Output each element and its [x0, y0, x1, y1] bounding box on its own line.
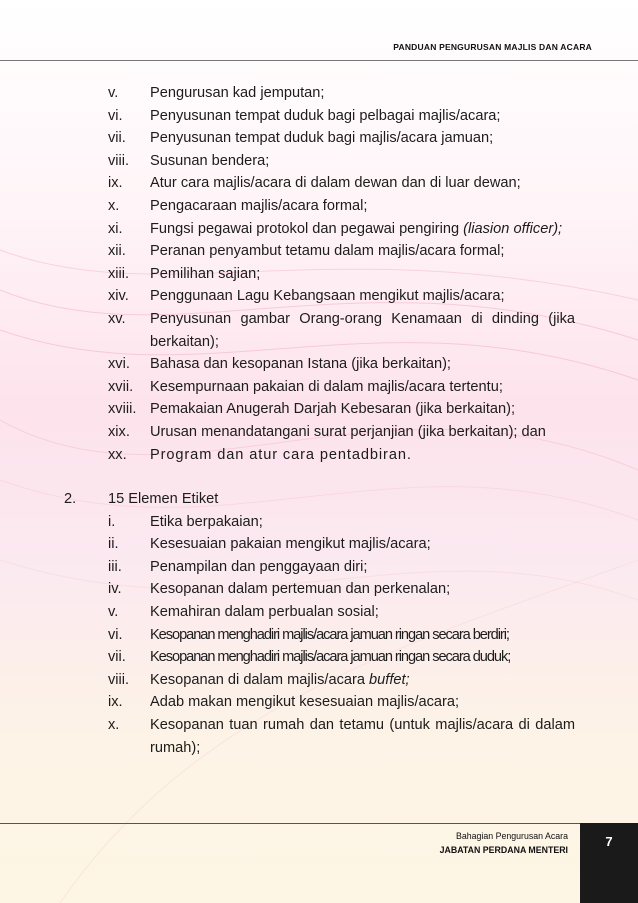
- item-number: xii.: [108, 243, 126, 260]
- item-text: Program dan atur cara pentadbiran.: [150, 446, 412, 463]
- list-item: [0, 105, 638, 128]
- list-item: [0, 150, 638, 173]
- item-text: Kesopanan tuan rumah dan tetamu (untuk majlis/acara di dalam rumah);: [150, 717, 575, 756]
- item-text: Penggunaan Lagu Kebangsaan mengikut majlis/acara;: [150, 288, 505, 305]
- item-text: Kesopanan dalam pertemuan dan perkenalan;: [150, 581, 451, 598]
- item-number: iv.: [108, 581, 122, 598]
- item-text: Adab makan mengikut kesesuaian majlis/acara;: [150, 694, 460, 711]
- list-item: [0, 285, 638, 308]
- footer-department: Bahagian Pengurusan Acara: [455, 831, 568, 841]
- footer-organization: JABATAN PERDANA MENTERI: [439, 845, 568, 855]
- item-number: v.: [108, 85, 119, 101]
- item-text: Peranan penyambut tetamu dalam majlis/acara formal;: [150, 243, 505, 260]
- item-text: Penyusunan gambar Orang-orang Kenamaan di dinding (jika berkaitan);: [150, 310, 575, 350]
- list-item: [0, 533, 638, 556]
- list-item: [0, 308, 638, 353]
- item-text-italic: buffet;: [369, 671, 410, 688]
- item-text: Penampilan dan penggayaan diri;: [150, 558, 368, 575]
- item-number: x.: [108, 717, 120, 734]
- list-item: [0, 398, 638, 421]
- item-text: Bahasa dan kesopanan Istana (jika berkaitan);: [150, 356, 451, 373]
- list-item: [0, 444, 638, 467]
- item-number: ix.: [108, 694, 123, 711]
- list-a: [0, 82, 638, 466]
- list-item: [0, 421, 638, 444]
- list-item: [0, 376, 638, 399]
- item-text-main: Kesopanan di dalam majlis/acara: [150, 671, 370, 688]
- item-text: Atur cara majlis/acara di dalam dewan dan di luar dewan;: [150, 175, 521, 192]
- item-number: vii.: [108, 649, 126, 666]
- list-item: [0, 578, 638, 601]
- list-item: [0, 263, 638, 286]
- item-number: ii.: [108, 536, 119, 553]
- item-number: xiii.: [108, 265, 130, 282]
- item-number: ix.: [108, 175, 123, 192]
- item-text: Urusan menandatangani surat perjanjian (jika berkaitan); dan: [150, 423, 546, 440]
- list-item: [0, 511, 638, 534]
- header-divider: [0, 60, 638, 61]
- item-number: xv.: [108, 310, 126, 327]
- list-item: [0, 624, 638, 647]
- list-item: [0, 127, 638, 150]
- item-number: vi.: [108, 626, 123, 643]
- item-text: Etika berpakaian;: [150, 513, 263, 530]
- item-number: xi.: [108, 220, 123, 237]
- section-heading: [0, 488, 638, 511]
- item-number: xvii.: [108, 378, 134, 395]
- item-text: Pengacaraan majlis/acara formal;: [150, 197, 368, 214]
- list-item: [0, 353, 638, 376]
- item-number: i.: [108, 513, 116, 530]
- list-item: [0, 195, 638, 218]
- item-text: Susunan bendera;: [150, 152, 270, 169]
- list-item: [0, 240, 638, 263]
- item-text: Penyusunan tempat duduk bagi majlis/acara jamuan;: [150, 130, 494, 147]
- footer-divider: [0, 823, 580, 824]
- item-text: Pemakaian Anugerah Darjah Kebesaran (jika berkaitan);: [150, 401, 516, 418]
- item-text-main: Fungsi pegawai protokol dan pegawai pengiring: [150, 220, 464, 237]
- list-b: [0, 511, 638, 760]
- item-number: xix.: [108, 423, 130, 440]
- section-spacer: [0, 466, 638, 488]
- item-text-italic: (liasion officer);: [463, 220, 563, 237]
- item-text: Kesopanan menghadiri majlis/acara jamuan ringan secara duduk;: [150, 649, 511, 666]
- item-number: v.: [108, 604, 119, 621]
- list-item: [0, 669, 638, 692]
- item-number: vii.: [108, 130, 126, 147]
- item-text: Kesempurnaan pakaian di dalam majlis/acara tertentu;: [150, 378, 503, 395]
- list-item: [0, 646, 638, 669]
- list-item: [0, 556, 638, 579]
- list-item: [0, 218, 638, 241]
- item-text: [150, 669, 575, 692]
- item-text: Penyusunan tempat duduk bagi pelbagai majlis/acara;: [150, 107, 501, 124]
- item-text: Kemahiran dalam perbualan sosial;: [150, 604, 379, 621]
- page-number-box: [580, 823, 638, 903]
- item-text: Kesopanan menghadiri majlis/acara jamuan ringan secara berdiri;: [150, 626, 509, 643]
- list-item: [0, 82, 638, 105]
- page-number: 7: [605, 834, 613, 849]
- item-text: Pengurusan kad jemputan;: [150, 85, 325, 101]
- item-number: vi.: [108, 107, 123, 124]
- document-body: [0, 82, 638, 759]
- item-number: xiv.: [108, 288, 129, 305]
- item-number: viii.: [108, 671, 130, 688]
- list-item: [0, 172, 638, 195]
- list-item: [0, 714, 638, 759]
- item-text: [150, 218, 575, 241]
- item-number: xviii.: [108, 401, 137, 418]
- section-number: 2.: [64, 491, 77, 508]
- item-number: viii.: [108, 152, 130, 169]
- item-number: xvi.: [108, 356, 130, 373]
- header-title: PANDUAN PENGURUSAN MAJLIS DAN ACARA: [393, 42, 592, 52]
- section-title: 15 Elemen Etiket: [108, 491, 219, 508]
- item-number: iii.: [108, 558, 122, 575]
- list-item: [0, 601, 638, 624]
- item-text: Kesesuaian pakaian mengikut majlis/acara;: [150, 536, 431, 553]
- item-text: Pemilihan sajian;: [150, 265, 261, 282]
- item-number: x.: [108, 197, 120, 214]
- list-item: [0, 691, 638, 714]
- item-number: xx.: [108, 446, 127, 463]
